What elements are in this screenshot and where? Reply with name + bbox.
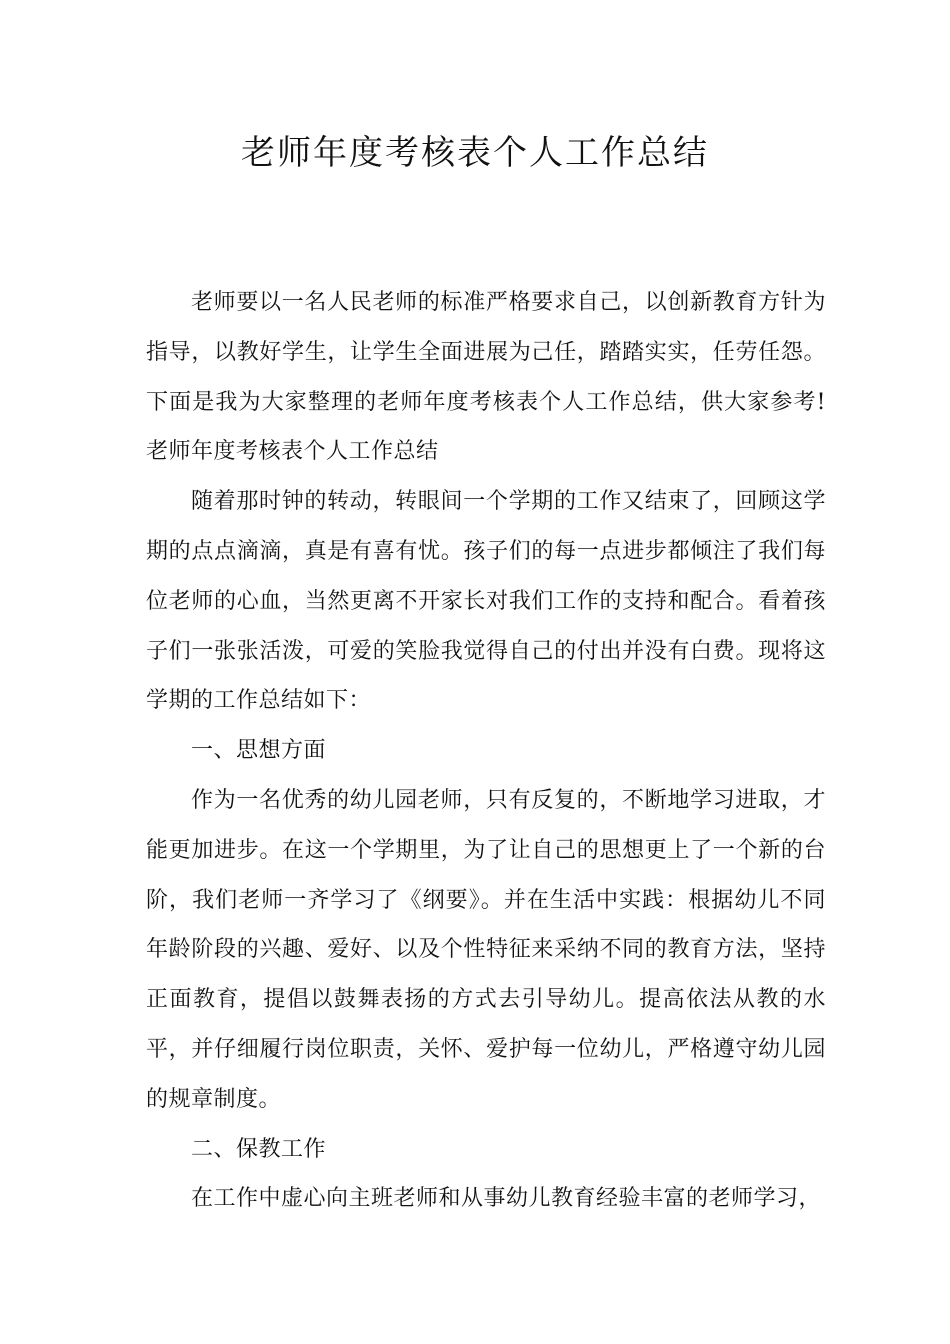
document-title: 老师年度考核表个人工作总结 bbox=[241, 133, 709, 173]
paragraph-care-education: 在工作中虚心向主班老师和从事幼儿教育经验丰富的老师学习， bbox=[191, 1186, 822, 1212]
paragraph-intro: 老师要以一名人民老师的标准严格要求自己，以创新教育方针为指导，以教好学生，让学生全面进展为己任，踏踏实实，任劳任怨。下面是我为大家整理的老师年度考核表个人工作总结，供大家参考!老师年度考核表个人工作总结 bbox=[146, 290, 826, 465]
section-heading-thought: 一、思想方面 bbox=[191, 738, 327, 764]
document-body bbox=[146, 278, 826, 1224]
paragraph-thought: 作为一名优秀的幼儿园老师，只有反复的，不断地学习进取，才能更加进步。在这一个学期里，为了让自己的思想更上了一个新的台阶，我们老师一齐学习了《纲要》。并在生活中实践：根据幼儿不同年龄阶段的兴趣、爱好、以及个性特征来采纳不同的教育方法，坚持正面教育，提倡以鼓舞表扬的方式去引导幼儿。提高依法从教的水平，并仔细履行岗位职责，关怀、爱护每一位幼儿，严格遵守幼儿园的规章制度。 bbox=[146, 787, 826, 1112]
section-heading-care-education: 二、保教工作 bbox=[191, 1136, 327, 1162]
paragraph-review: 随着那时钟的转动，转眼间一个学期的工作又结束了，回顾这学期的点点滴滴，真是有喜有忧。孩子们的每一点进步都倾注了我们每位老师的心血，当然更离不开家长对我们工作的支持和配合。看着孩子们一张张活泼，可爱的笑脸我觉得自己的付出并没有白费。现将这学期的工作总结如下： bbox=[146, 489, 826, 714]
